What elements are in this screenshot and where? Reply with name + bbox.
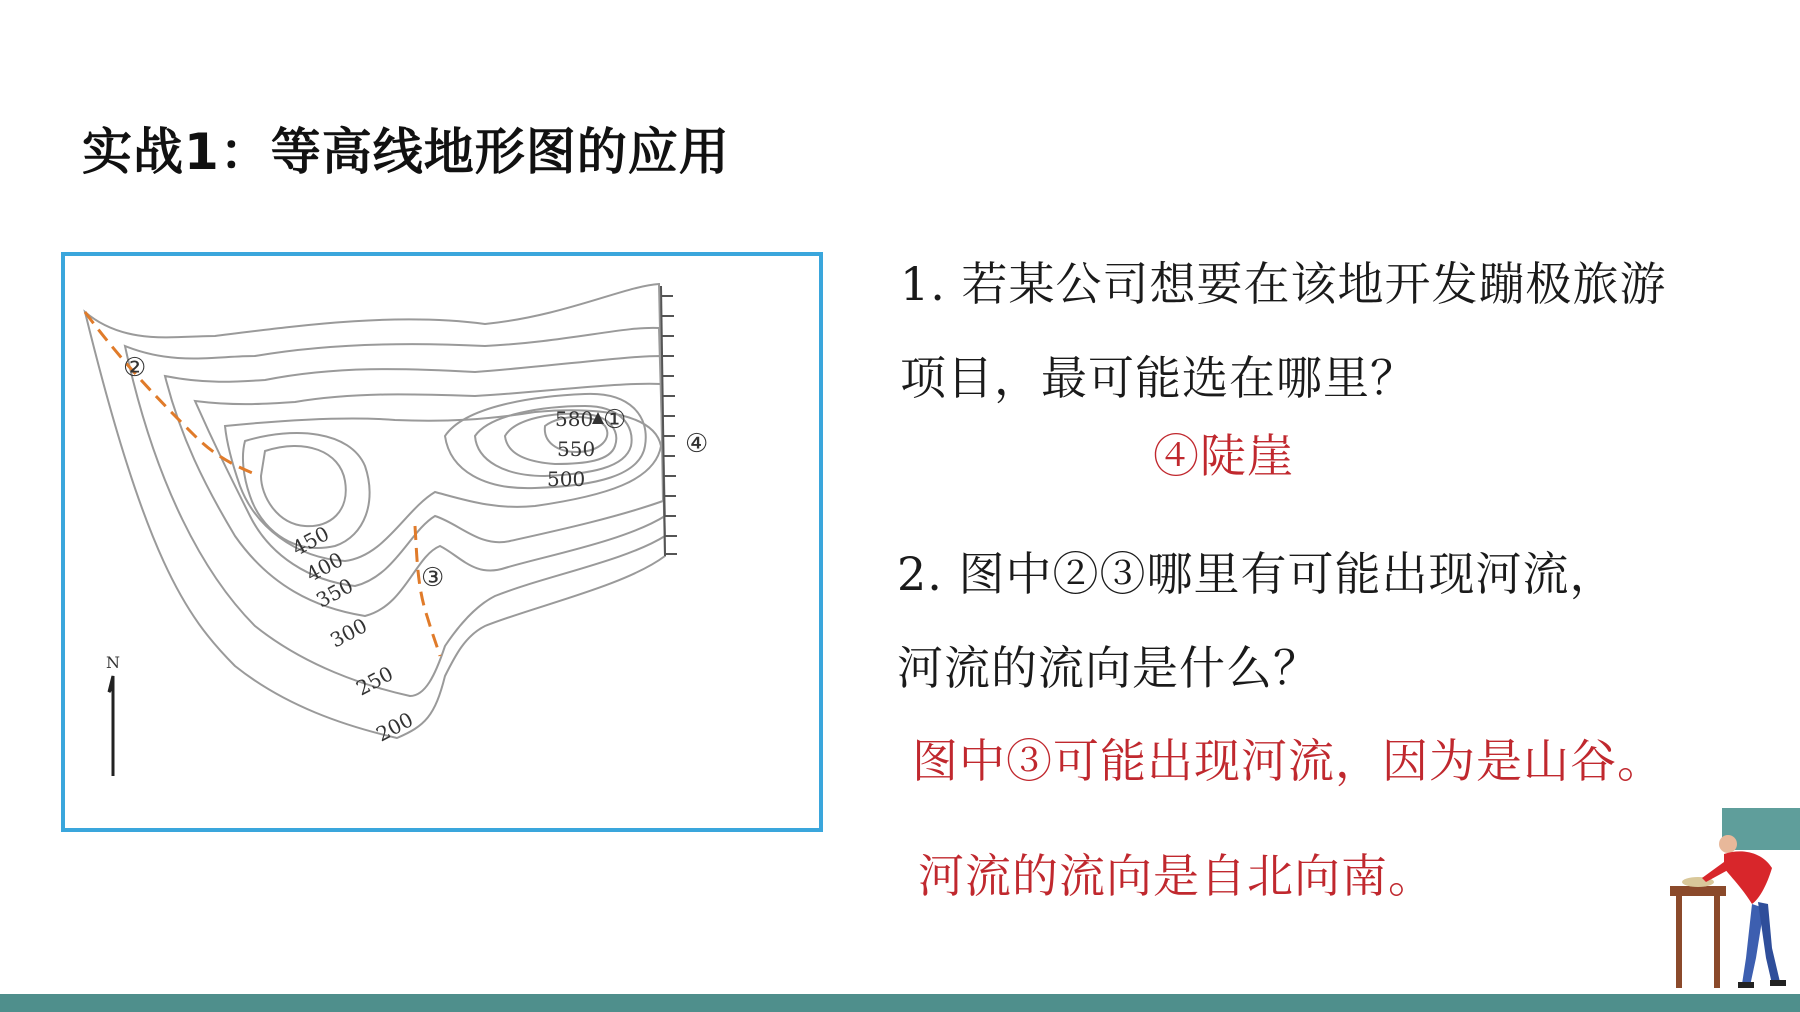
answer-2-line-2: 河流的流向是自北向南。: [918, 849, 1435, 903]
contour-line-250: [125, 328, 665, 696]
slide-title: 实战1：等高线地形图的应用: [82, 123, 730, 181]
marker-3: ③: [421, 563, 445, 593]
question-2-line-2: 河流的流向是什么？: [897, 641, 1320, 695]
contour-label-350: 350: [312, 573, 358, 613]
contour-line-inner-west: [261, 446, 346, 526]
north-label: N: [106, 653, 120, 672]
answer-1: ④陡崖: [1153, 429, 1294, 483]
question-1-line-1: 1. 若某公司想要在该地开发蹦极旅游: [900, 257, 1667, 311]
person-at-table-clipart: [1662, 808, 1800, 990]
north-arrow-icon: [109, 676, 113, 776]
question-2-line-1: 2. 图中②③哪里有可能出现河流，: [897, 547, 1617, 601]
contour-label-400: 400: [302, 547, 348, 587]
contour-label-500: 500: [547, 467, 586, 491]
question-1-line-2: 项目，最可能选在哪里？: [900, 351, 1417, 405]
answer-2-line-1: 图中③可能出现河流，因为是山谷。: [912, 734, 1664, 788]
contour-map-drawing: [65, 256, 819, 828]
marker-2: ②: [123, 353, 147, 383]
peak-elevation-label: 580: [555, 407, 594, 431]
contour-label-550: 550: [557, 437, 596, 461]
contour-label-300: 300: [326, 613, 372, 653]
contour-label-250: 250: [352, 661, 398, 701]
contour-label-200: 200: [372, 707, 418, 747]
contour-map: [61, 252, 823, 832]
marker-1: ①: [603, 405, 627, 435]
contour-label-450: 450: [288, 521, 334, 561]
marker-4: ④: [685, 429, 709, 459]
footer-bar: [0, 994, 1800, 1012]
